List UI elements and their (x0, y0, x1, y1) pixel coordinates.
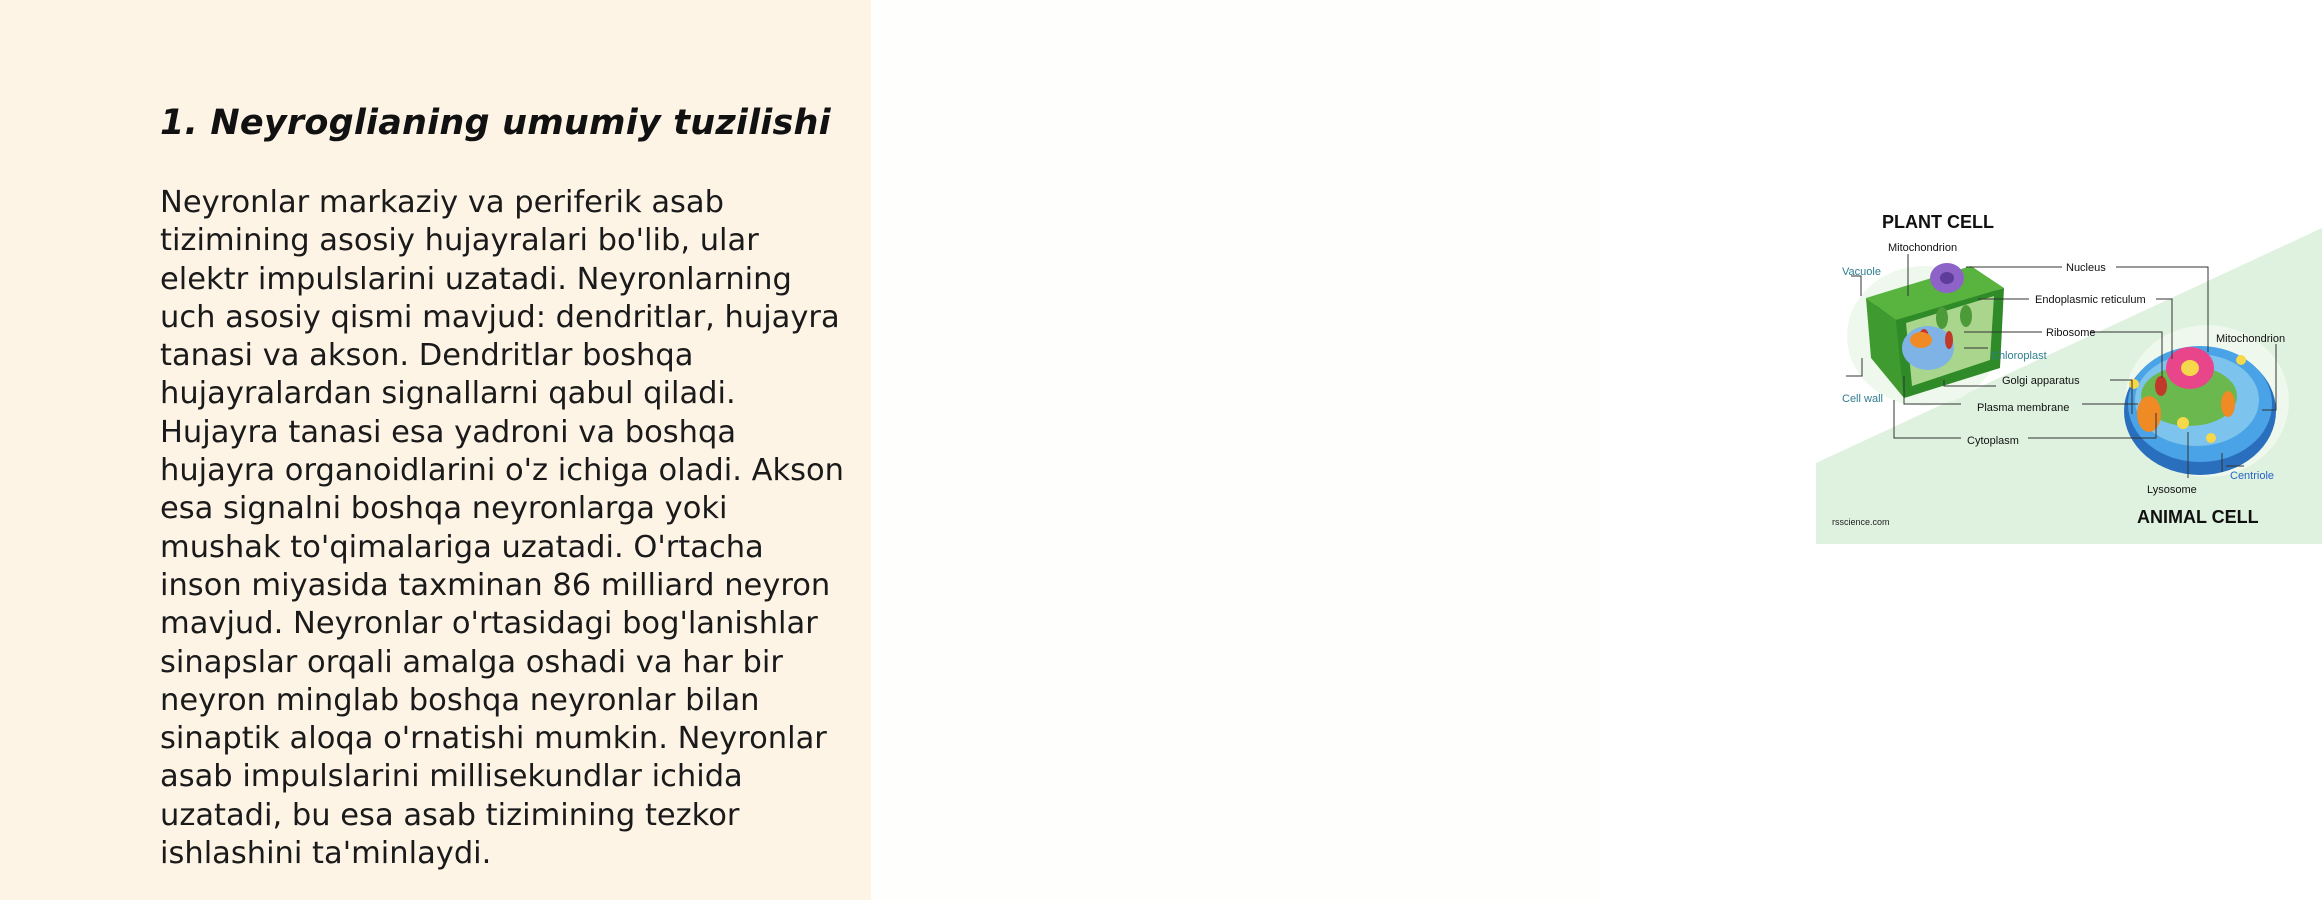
cell-diagram (1816, 208, 2322, 544)
label-mitochondrion-animal: Mitochondrion (2216, 333, 2286, 345)
animal-cell-illustration (2124, 346, 2276, 475)
image-panel (871, 0, 2286, 900)
label-centriole: Centriole (2230, 470, 2275, 482)
label-nucleus: Nucleus (2066, 262, 2106, 274)
label-vacuole: Vacuole (1842, 266, 1881, 278)
image-credit: rsscience.com (1832, 517, 1890, 527)
slide-body-text: Neyronlar markaziy va periferik asab tizimining asosiy hujayralari bo'lib, ular elektr impulslarini uzatadi. Neyronlarning uch asosiy qismi mavjud: dendritlar, hujayra tanasi va akson. Dendritlar boshqa hujayralardan signallarni qabul qiladi. Hujayra tanasi esa yadroni va boshqa hujayra organoidlarini o'z ichiga oladi. Akson esa signalni boshqa neyronlarga yoki mushak to'qimalariga uzatadi. O'rtacha inson miyasida taxminan 86 milliard neyron mavjud. Neyronlar o'rtasidagi bog'lanishlar sinapslar orqali amalga oshadi va har bir neyron minglab boshqa neyronlar bilan sinaptik aloqa o'rnatishi mumkin. Neyronlar asab impulslarini millisekundlar ichida uzatadi, bu esa asab tizimining tezkor ishlashini ta'minlaydi. (160, 185, 845, 872)
slide-title: 1. Neyroglianing umumiy tuzilishi (160, 103, 831, 143)
label-mitochondrion-plant: Mitochondrion (1888, 242, 1958, 254)
label-cell-wall: Cell wall (1842, 393, 1883, 405)
label-plasma-membrane: Plasma membrane (1977, 402, 2070, 414)
label-lysosome: Lysosome (2147, 484, 2197, 496)
label-endoplasmic-reticulum: Endoplasmic reticulum (2035, 294, 2146, 306)
animal-cell-title: ANIMAL CELL (2137, 507, 2259, 527)
label-cytoplasm: Cytoplasm (1967, 435, 2019, 447)
label-golgi-apparatus: Golgi apparatus (2002, 375, 2080, 387)
label-chloroplast: Chloroplast (1991, 350, 2047, 362)
plant-cell-title: PLANT CELL (1882, 212, 1994, 232)
label-ribosome: Ribosome (2046, 327, 2096, 339)
text-panel (0, 0, 871, 900)
